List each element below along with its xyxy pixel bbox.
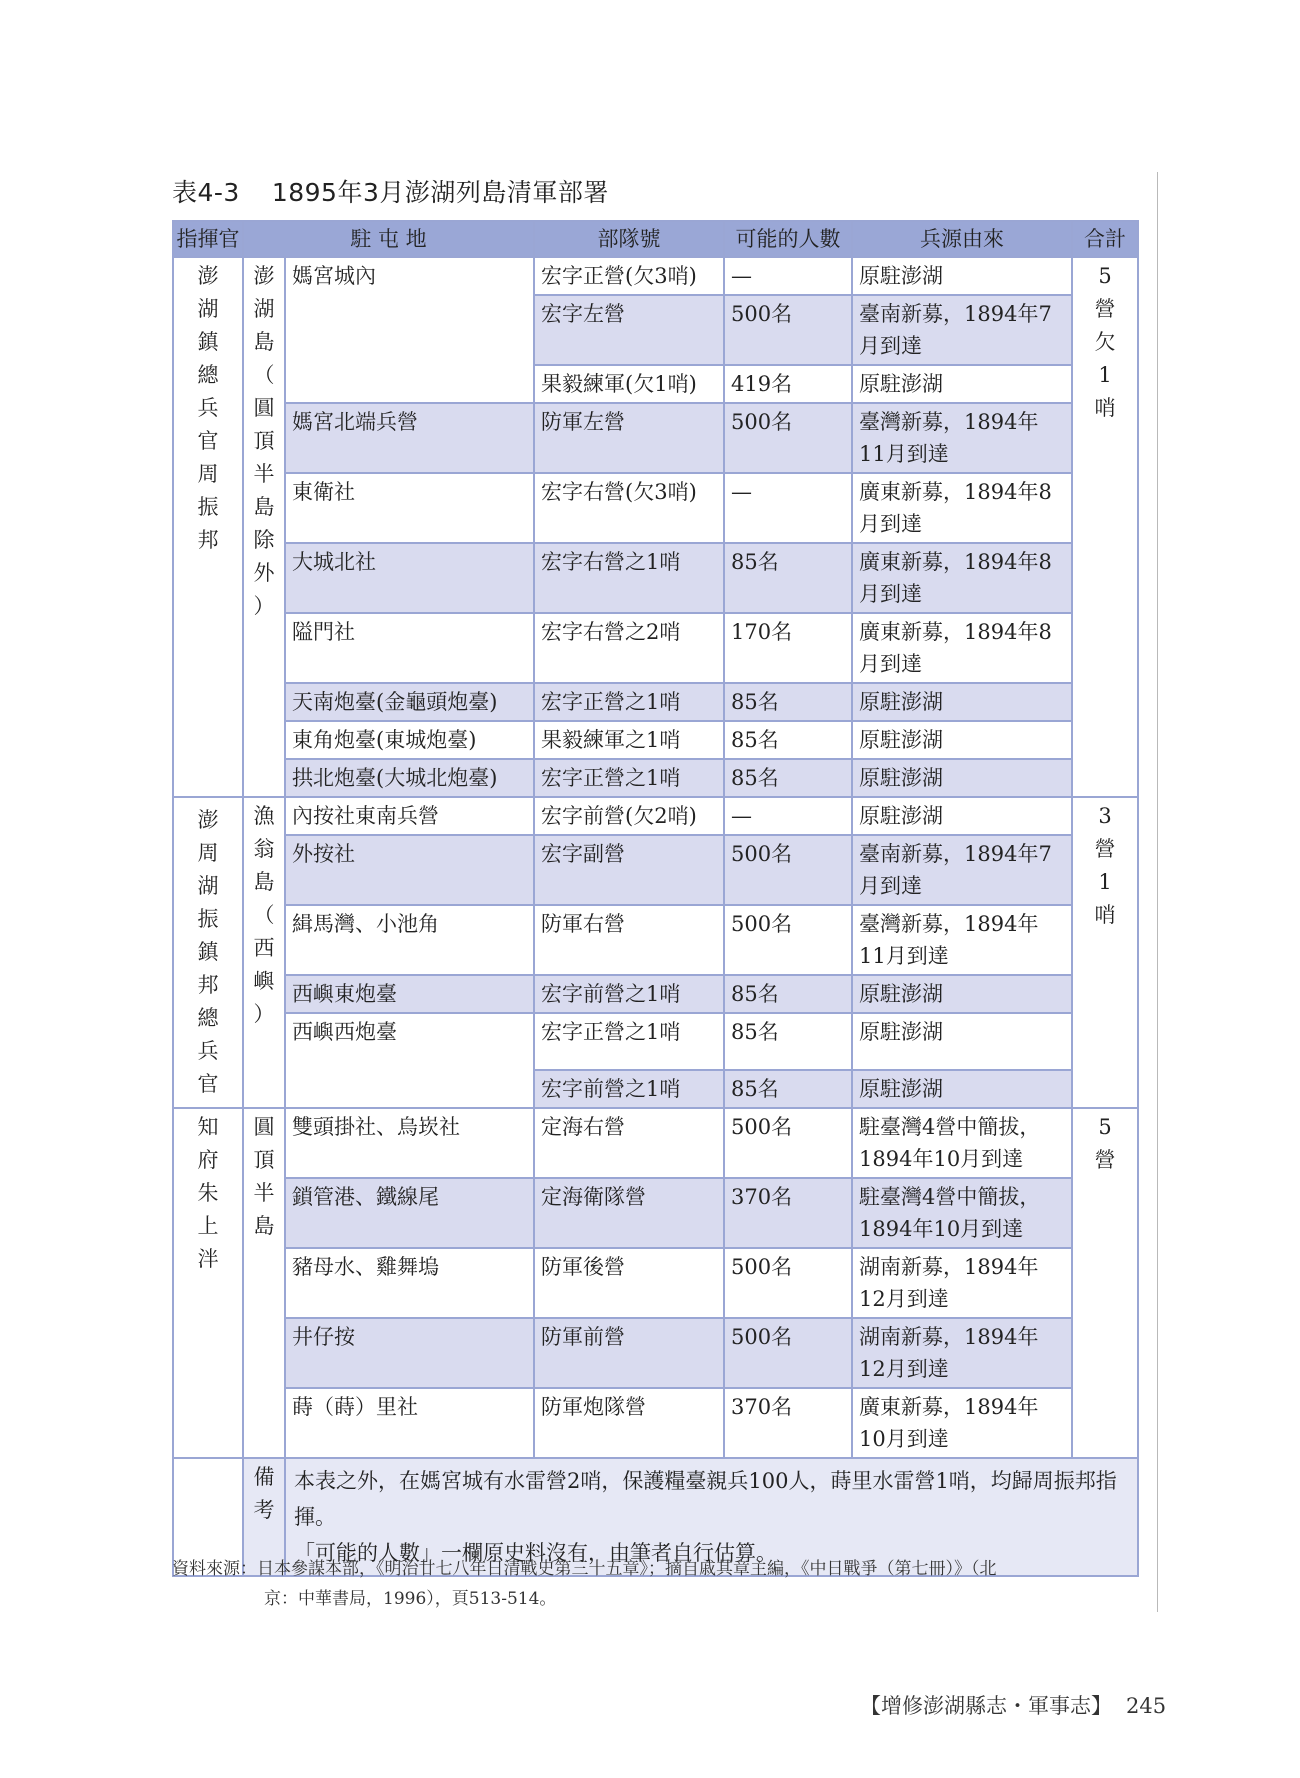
count-cell: 500名 [724,1248,852,1318]
location-cell: 大城北社 [285,543,534,613]
origin-cell: 廣東新募，1894年8月到達 [852,473,1072,543]
origin-cell: 原駐澎湖 [852,721,1072,759]
commander-cell: 澎周 湖振 鎮邦 總 兵 官 [173,797,243,1108]
table-title [172,173,609,209]
origin-cell: 原駐澎湖 [852,975,1072,1013]
note-label-cell: 備 考 [243,1458,285,1576]
source-note [172,1554,1142,1614]
header-origin: 兵源由來 [852,221,1072,257]
table-row [173,975,1138,1013]
location-cell: 蒔（蒔）里社 [285,1388,534,1458]
count-cell: 85名 [724,1070,852,1108]
origin-cell: 臺灣新募，1894年11月到達 [852,403,1072,473]
table-row [173,1178,1138,1248]
deployment-table [172,220,1139,1577]
count-cell: 85名 [724,759,852,797]
table-row [173,1108,1138,1178]
count-cell: 370名 [724,1178,852,1248]
location-cell: 天南炮臺(金龜頭炮臺) [285,683,534,721]
page-footer [860,1690,1166,1720]
count-cell: 500名 [724,1318,852,1388]
count-cell: 85名 [724,721,852,759]
table-row [173,1013,1138,1070]
margin-rule [1157,172,1158,1612]
location-cell: 東角炮臺(東城炮臺) [285,721,534,759]
header-count: 可能的人數 [724,221,852,257]
origin-cell: 駐臺灣4營中簡拔，1894年10月到達 [852,1108,1072,1178]
count-cell: 500名 [724,295,852,365]
count-cell: 500名 [724,835,852,905]
location-cell: 拱北炮臺(大城北炮臺) [285,759,534,797]
count-cell: 85名 [724,543,852,613]
unit-cell: 果毅練軍(欠1哨) [534,365,724,403]
header-row [173,221,1138,257]
unit-cell: 宏字正營之1哨 [534,683,724,721]
table-row [173,1318,1138,1388]
unit-cell: 宏字副營 [534,835,724,905]
table-body [173,257,1138,1576]
unit-cell: 宏字右營之1哨 [534,543,724,613]
unit-cell: 宏字前營之1哨 [534,975,724,1013]
location-cell: 緝馬灣、小池角 [285,905,534,975]
unit-cell: 定海衛隊營 [534,1178,724,1248]
origin-cell: 廣東新募，1894年10月到達 [852,1388,1072,1458]
unit-cell: 防軍炮隊營 [534,1388,724,1458]
origin-cell: 原駐澎湖 [852,257,1072,295]
unit-cell: 防軍左營 [534,403,724,473]
island-cell: 漁 翁 島 （ 西 嶼 ） [243,797,285,1108]
count-cell: 85名 [724,683,852,721]
unit-cell: 防軍後營 [534,1248,724,1318]
table-row [173,613,1138,683]
table-row [173,683,1138,721]
table-row [173,835,1138,905]
count-cell: — [724,797,852,835]
location-cell: 外按社 [285,835,534,905]
header-location: 駐 屯 地 [243,221,534,257]
total-cell: 5 營 [1072,1108,1138,1458]
table-row [173,473,1138,543]
count-cell: 85名 [724,1013,852,1070]
note-line-1: 本表之外，在媽宮城有水雷營2哨，保護糧臺親兵100人，蒔里水雷營1哨，均歸周振邦指揮。 [294,1469,1117,1529]
table-row [173,543,1138,613]
page-number: 245 [1126,1694,1167,1718]
location-cell: 雙頭掛社、烏崁社 [285,1108,534,1178]
origin-cell: 廣東新募，1894年8月到達 [852,543,1072,613]
count-cell: — [724,473,852,543]
location-cell: 東衛社 [285,473,534,543]
origin-cell: 原駐澎湖 [852,1013,1072,1070]
origin-cell: 湖南新募，1894年12月到達 [852,1248,1072,1318]
total-cell: 5 營 欠 1 哨 [1072,257,1138,797]
commander-cell: 澎 湖 鎮 總 兵 官 周 振 邦 [173,257,243,797]
table-number: 表4-3 [172,178,240,207]
header-unit: 部隊號 [534,221,724,257]
unit-cell: 宏字右營(欠3哨) [534,473,724,543]
location-cell: 豬母水、雞舞塢 [285,1248,534,1318]
unit-cell: 防軍右營 [534,905,724,975]
table-row [173,1248,1138,1318]
origin-cell: 臺南新募，1894年7月到達 [852,835,1072,905]
count-cell: 500名 [724,1108,852,1178]
origin-cell: 臺南新募，1894年7月到達 [852,295,1072,365]
unit-cell: 宏字前營之1哨 [534,1070,724,1108]
count-cell: 500名 [724,403,852,473]
table-row [173,721,1138,759]
table-row [173,759,1138,797]
table-row [173,403,1138,473]
location-cell: 隘門社 [285,613,534,683]
unit-cell: 宏字正營(欠3哨) [534,257,724,295]
unit-cell: 果毅練軍之1哨 [534,721,724,759]
header-total: 合計 [1072,221,1138,257]
origin-cell: 湖南新募，1894年12月到達 [852,1318,1072,1388]
unit-cell: 宏字右營之2哨 [534,613,724,683]
location-cell: 媽宮城內 [285,257,534,403]
unit-cell: 宏字正營之1哨 [534,759,724,797]
origin-cell: 原駐澎湖 [852,683,1072,721]
origin-cell: 廣東新募，1894年8月到達 [852,613,1072,683]
count-cell: 85名 [724,975,852,1013]
count-cell: 500名 [724,905,852,975]
total-cell: 3 營 1 哨 [1072,797,1138,1108]
island-cell: 圓 頂 半 島 [243,1108,285,1458]
unit-cell: 宏字前營(欠2哨) [534,797,724,835]
book-title: 【增修澎湖縣志・軍事志】 [860,1694,1112,1718]
origin-cell: 臺灣新募，1894年11月到達 [852,905,1072,975]
origin-cell: 駐臺灣4營中簡拔，1894年10月到達 [852,1178,1072,1248]
source-line-2: 京：中華書局，1996），頁513-514。 [264,1589,557,1609]
origin-cell: 原駐澎湖 [852,365,1072,403]
count-cell: — [724,257,852,295]
table-title-text: 1895年3月澎湖列島清軍部署 [271,178,609,207]
origin-cell: 原駐澎湖 [852,797,1072,835]
table-row [173,1388,1138,1458]
count-cell: 370名 [724,1388,852,1458]
location-cell: 西嶼西炮臺 [285,1013,534,1108]
header-commander: 指揮官 [173,221,243,257]
table-row [173,257,1138,295]
table-row [173,797,1138,835]
island-cell: 澎 湖 島 （ 圓 頂 半 島 除 外 ） [243,257,285,797]
location-cell: 媽宮北端兵營 [285,403,534,473]
table-row [173,905,1138,975]
unit-cell: 宏字正營之1哨 [534,1013,724,1070]
count-cell: 170名 [724,613,852,683]
location-cell: 內按社東南兵營 [285,797,534,835]
commander-cell: 知 府 朱 上 泮 [173,1108,243,1458]
note-line-2: 「可能的人數」一欄原史料沒有，由筆者自行估算。 [294,1541,777,1565]
source-line-1: 資料來源：日本參謀本部，《明治廿七八年日清戰史第三十五章》；摘自戚其章主編，《中日戰爭（第七冊）》（北 [172,1559,997,1579]
origin-cell: 原駐澎湖 [852,1070,1072,1108]
unit-cell: 定海右營 [534,1108,724,1178]
unit-cell: 宏字左營 [534,295,724,365]
location-cell: 鎖管港、鐵線尾 [285,1178,534,1248]
count-cell: 419名 [724,365,852,403]
location-cell: 井仔按 [285,1318,534,1388]
location-cell: 西嶼東炮臺 [285,975,534,1013]
origin-cell: 原駐澎湖 [852,759,1072,797]
unit-cell: 防軍前營 [534,1318,724,1388]
